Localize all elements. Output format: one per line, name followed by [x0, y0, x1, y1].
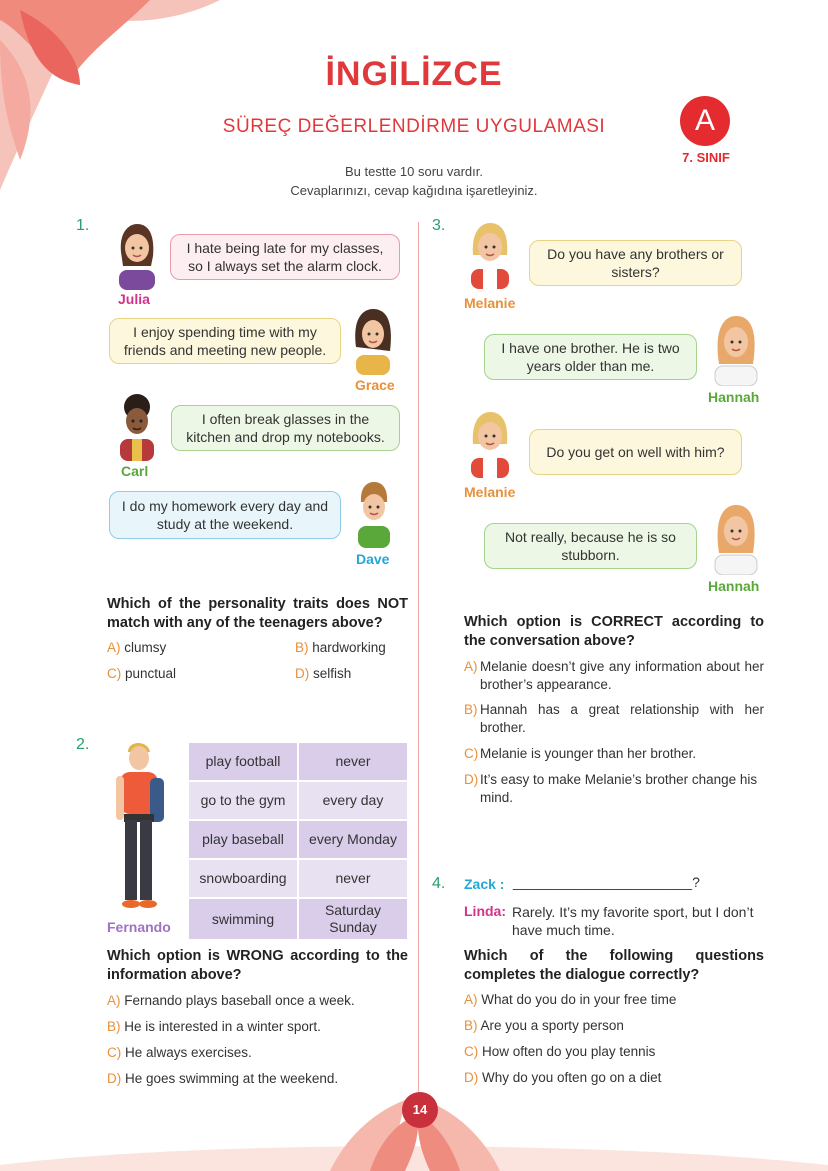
grace-name: Grace: [355, 377, 395, 393]
option-text: He goes swimming at the weekend.: [125, 1071, 339, 1086]
option-letter: A): [107, 640, 121, 655]
activity-cell: play baseball: [189, 821, 297, 858]
q2-option-a[interactable]: [107, 992, 355, 1010]
dave-avatar: [354, 480, 394, 548]
page-subtitle: SÜREÇ DEĞERLENDİRME UYGULAMASI: [222, 116, 606, 137]
q2-question: Which option is WRONG according to the information above?: [107, 948, 408, 983]
option-letter: A): [107, 993, 121, 1008]
option-text: It’s easy to make Melanie’s brother change his mind.: [480, 772, 758, 805]
activity-cell: go to the gym: [189, 782, 297, 819]
grade-label: 7. SINIF: [682, 150, 730, 165]
table-row: [189, 860, 407, 897]
option-letter: C): [464, 746, 479, 761]
option-text: hardworking: [312, 640, 386, 655]
linda-speaker: Linda:: [464, 903, 506, 919]
option-text: He always exercises.: [125, 1045, 252, 1060]
q4-number: 4.: [432, 875, 446, 892]
carl-avatar: [117, 393, 157, 461]
table-row: [189, 899, 407, 939]
option-text: clumsy: [124, 640, 167, 655]
page-number: 14: [402, 1092, 438, 1128]
q2-option-b[interactable]: [107, 1018, 321, 1036]
q3-number: 3.: [432, 217, 446, 234]
option-letter: B): [295, 640, 309, 655]
grace-speech-bubble: I enjoy spending time with my friends and meeting new people.: [109, 318, 341, 364]
table-row: [189, 821, 407, 858]
dialogue-blank: _______________________?: [513, 874, 700, 890]
q4-question: Which of the following questions completes the dialogue correctly?: [464, 948, 764, 983]
table-row: [189, 782, 407, 819]
dave-speech-bubble: I do my homework every day and study at the weekend.: [109, 491, 341, 539]
frequency-cell: Saturday Sunday: [299, 899, 407, 939]
q3-option-b[interactable]: [464, 701, 764, 737]
instruction-line-1: Bu testte 10 soru vardır.: [344, 164, 484, 179]
julia-speech-bubble: I hate being late for my classes, so I always set the alarm clock.: [170, 234, 400, 280]
option-letter: D): [295, 666, 310, 681]
option-text: Are you a sporty person: [480, 1018, 624, 1033]
option-text: How often do you play tennis: [482, 1044, 656, 1059]
frequency-cell: never: [299, 860, 407, 897]
option-letter: D): [107, 1071, 122, 1086]
option-letter: C): [464, 1044, 479, 1059]
melanie-name-2: Melanie: [464, 484, 516, 500]
linda-line: Rarely. It’s my favorite sport, but I don’t have much time.: [512, 904, 754, 938]
hannah-name-2: Hannah: [708, 578, 760, 594]
q3-option-c[interactable]: [464, 745, 764, 763]
q3-question: Which option is CORRECT according to the conversation above?: [464, 614, 764, 649]
q4-option-d[interactable]: [464, 1069, 661, 1087]
hannah-avatar-2: [709, 503, 763, 575]
option-text: Why do you often go on a diet: [482, 1070, 662, 1085]
option-letter: C): [107, 666, 122, 681]
frequency-cell: every day: [299, 782, 407, 819]
option-text: Melanie is younger than her brother.: [480, 746, 697, 761]
melanie-speech-bubble-2: Do you get on well with him?: [529, 429, 742, 475]
frequency-cell: every Monday: [299, 821, 407, 858]
option-letter: B): [464, 1018, 478, 1033]
hannah-name-1: Hannah: [708, 389, 760, 405]
q3-option-d[interactable]: [464, 771, 764, 807]
q1-question: Which of the personality traits does NOT match with any of the teenagers above?: [107, 596, 408, 631]
option-text: He is interested in a winter sport.: [124, 1019, 321, 1034]
option-text: punctual: [125, 666, 177, 681]
q2-option-d[interactable]: [107, 1070, 338, 1088]
fernando-figure: [110, 738, 170, 916]
q2-option-c[interactable]: [107, 1044, 252, 1062]
option-text: Fernando plays baseball once a week.: [124, 993, 355, 1008]
option-letter: A): [464, 659, 478, 674]
q1-option-d[interactable]: [295, 665, 351, 683]
zack-speaker: Zack :: [464, 876, 505, 892]
q4-option-b[interactable]: [464, 1017, 624, 1035]
option-text: What do you do in your free time: [481, 992, 677, 1007]
page-title: İNGİLİZCE: [325, 55, 503, 93]
hannah-speech-bubble-1: I have one brother. He is two years older than me.: [484, 334, 697, 380]
q4-option-a[interactable]: [464, 991, 676, 1009]
column-divider: [418, 222, 419, 1092]
option-text: Melanie doesn’t give any information about her brother’s appearance.: [480, 659, 764, 692]
melanie-name-1: Melanie: [464, 295, 516, 311]
activity-cell: swimming: [189, 899, 297, 939]
carl-speech-bubble: I often break glasses in the kitchen and drop my notebooks.: [171, 405, 400, 451]
instruction-line-2: Cevaplarınızı, cevap kağıdına işaretleyiniz.: [290, 183, 538, 198]
grace-avatar: [352, 307, 394, 375]
q3-option-a[interactable]: [464, 658, 764, 694]
frequency-cell: never: [299, 743, 407, 780]
q2-number: 2.: [76, 736, 90, 753]
table-row: [189, 743, 407, 780]
melanie-speech-bubble-1: Do you have any brothers or sisters?: [529, 240, 742, 286]
option-text: Hannah has a great relationship with her brother.: [480, 702, 764, 735]
activity-cell: play football: [189, 743, 297, 780]
option-letter: C): [107, 1045, 122, 1060]
instructions: [0, 162, 828, 200]
carl-name: Carl: [121, 463, 149, 479]
dave-name: Dave: [356, 551, 390, 567]
q1-option-b[interactable]: [295, 639, 386, 657]
option-letter: D): [464, 1070, 479, 1085]
julia-name: Julia: [118, 291, 150, 307]
q4-option-c[interactable]: [464, 1043, 655, 1061]
hannah-speech-bubble-2: Not really, because he is so stubborn.: [484, 523, 697, 569]
q1-option-a[interactable]: [107, 639, 166, 657]
julia-avatar: [115, 222, 159, 290]
option-letter: B): [107, 1019, 121, 1034]
melanie-avatar-1: [467, 221, 513, 289]
hannah-avatar-1: [709, 314, 763, 386]
q1-option-c[interactable]: [107, 665, 176, 683]
activity-cell: snowboarding: [189, 860, 297, 897]
q1-number: 1.: [76, 217, 90, 234]
fernando-name: Fernando: [107, 919, 171, 935]
booklet-badge: A: [680, 96, 730, 146]
activity-table: [187, 741, 409, 941]
option-letter: A): [464, 992, 478, 1007]
option-text: selfish: [313, 666, 352, 681]
melanie-avatar-2: [467, 410, 513, 478]
option-letter: B): [464, 702, 478, 717]
option-letter: D): [464, 772, 479, 787]
